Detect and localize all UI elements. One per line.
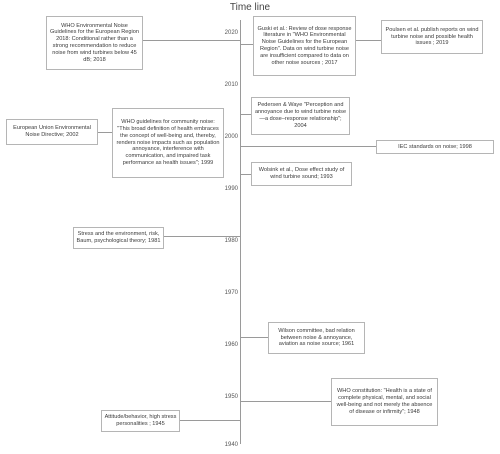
connector-iec-1998 xyxy=(240,146,376,147)
event-box-eu-2002: European Union Environmental Noise Directive; 2002 xyxy=(6,119,98,145)
year-label-1940: 1940 xyxy=(224,442,238,448)
connector-attitude-1945 xyxy=(180,420,240,421)
event-box-wolsink-1993: Wolsink et al., Dose effect study of wind turbine sound; 1993 xyxy=(251,162,352,186)
year-label-2010: 2010 xyxy=(224,82,238,88)
event-box-guski-2017: Guski et al.: Review of dose response literature in "WHO Environmental Noise Guidelines for the European Region". Data on wind turbine noise are insufficient compared to data on other noise sources ; 2017 xyxy=(253,16,356,76)
timeline-axis xyxy=(240,20,241,444)
timeline-title: Time line xyxy=(229,2,271,13)
event-box-baum-1981: Stress and the environment, risk, Baum, psychological theory; 1981 xyxy=(73,227,164,249)
year-label-1970: 1970 xyxy=(224,290,238,296)
connector-who-1948 xyxy=(240,401,331,402)
connector-wilson-1961 xyxy=(240,337,268,338)
event-box-who-1948: WHO constitution: "Health is a state of complete physical, mental, and social well-being and not merely the absence of disease or infirmity"; 1948 xyxy=(331,378,438,426)
year-label-1950: 1950 xyxy=(224,394,238,400)
event-box-poulsen-2019: Poulsen et al. publish reports on wind turbine noise and possible health issues ; 2019 xyxy=(381,20,483,54)
connector-who-2018 xyxy=(143,40,240,41)
connector-baum-1981 xyxy=(164,236,240,237)
year-label-1990: 1990 xyxy=(224,186,238,192)
connector-guski-2017 xyxy=(240,44,253,45)
year-label-2000: 2000 xyxy=(224,134,238,140)
event-box-pedersen-2004: Pedersen & Waye "Perception and annoyance due to wind turbine noise—a dose–response relationship"; 2004 xyxy=(251,97,350,135)
year-label-1980: 1980 xyxy=(224,238,238,244)
year-label-2020: 2020 xyxy=(224,30,238,36)
event-box-who-2018: WHO Environmental Noise Guidelines for the European Region 2018: Conditional rather than a strong recommendation to reduce noise from wind turbines below 45 dB; 2018 xyxy=(46,16,143,70)
year-label-1960: 1960 xyxy=(224,342,238,348)
connector-pedersen-2004 xyxy=(240,114,251,115)
event-box-attitude-1945: Attitude/behavior, high stress personalities ; 1945 xyxy=(101,410,180,432)
connector-eu-2002 xyxy=(98,132,112,133)
connector-wolsink-1993 xyxy=(240,174,251,175)
event-box-iec-1998: IEC standards on noise; 1998 xyxy=(376,140,494,154)
connector-poulsen-2019 xyxy=(356,40,381,41)
event-box-who-1999: WHO guidelines for community noise: "This broad definition of health embraces the concept of well-being and, thereby, renders noise impacts such as population annoyance, interference with communication, and impaired task performance as health issues"; 1999 xyxy=(112,108,224,178)
event-box-wilson-1961: Wilson committee, bad relation between noise & annoyance, aviation as noise source; 1961 xyxy=(268,322,365,354)
